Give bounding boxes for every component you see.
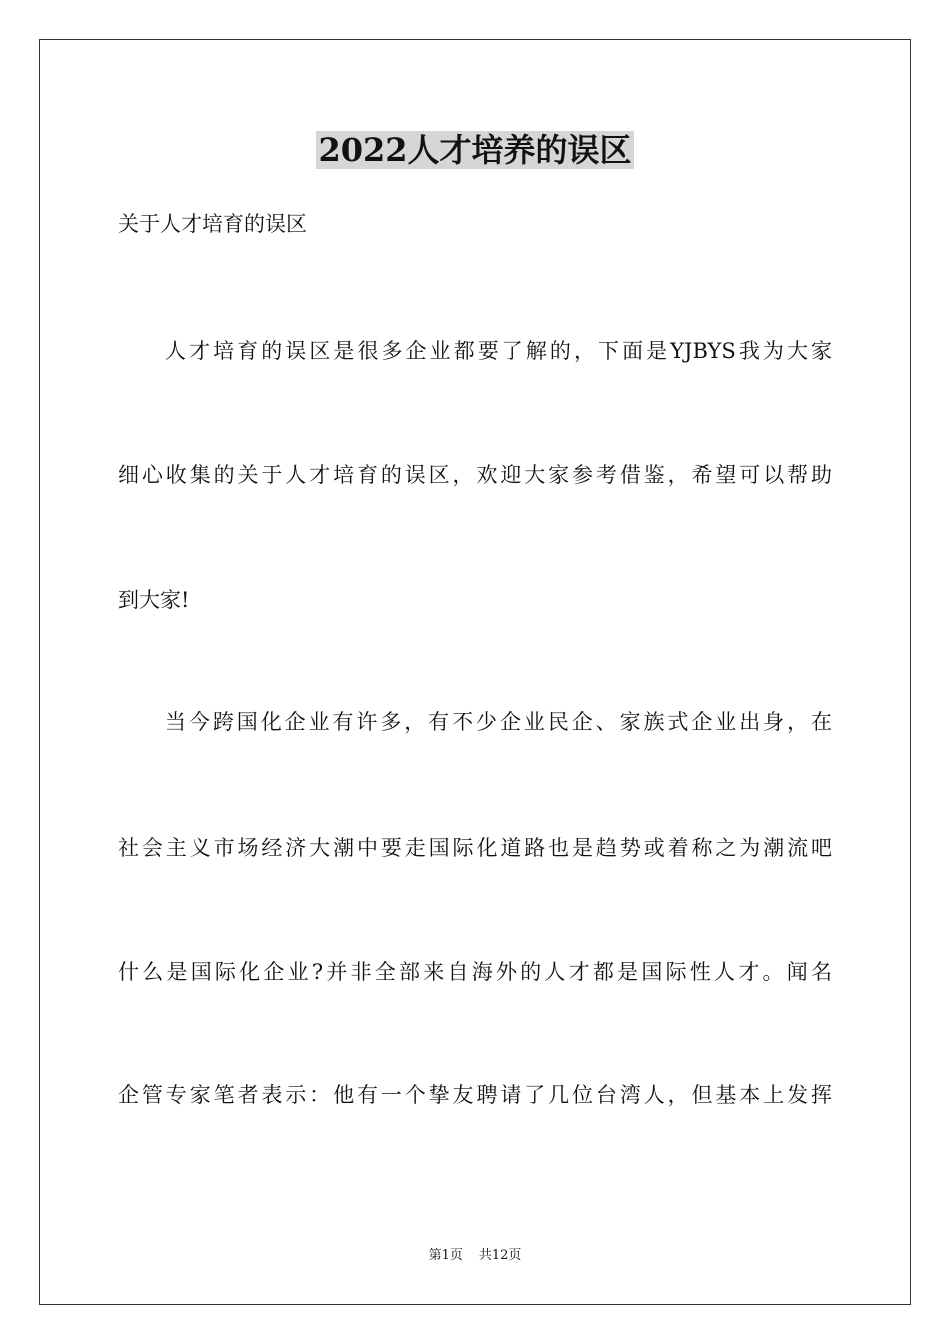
paragraph-line: 人才培育的误区是很多企业都要了解的，下面是YJBYS我为大家 bbox=[165, 339, 832, 363]
section-heading: 关于人才培育的误区 bbox=[118, 212, 307, 236]
page-footer bbox=[0, 1247, 950, 1265]
page-number: 第1页 bbox=[428, 1248, 463, 1263]
paragraph-line: 企管专家笔者表示：他有一个挚友聘请了几位台湾人，但基本上发挥 bbox=[118, 1083, 832, 1107]
paragraph-line: 细心收集的关于人才培育的误区，欢迎大家参考借鉴，希望可以帮助 bbox=[118, 463, 832, 487]
page-total: 共12页 bbox=[478, 1248, 522, 1263]
paragraph-line: 到大家! bbox=[118, 588, 190, 612]
paragraph-line: 社会主义市场经济大潮中要走国际化道路也是趋势或着称之为潮流吧 bbox=[118, 836, 832, 860]
document-title bbox=[0, 128, 950, 172]
paragraph-line: 当今跨国化企业有许多，有不少企业民企、家族式企业出身，在 bbox=[165, 710, 832, 734]
paragraph-line: 什么是国际化企业?并非全部来自海外的人才都是国际性人才。闻名 bbox=[118, 960, 832, 984]
title-text: 2022人才培养的误区 bbox=[318, 131, 632, 169]
